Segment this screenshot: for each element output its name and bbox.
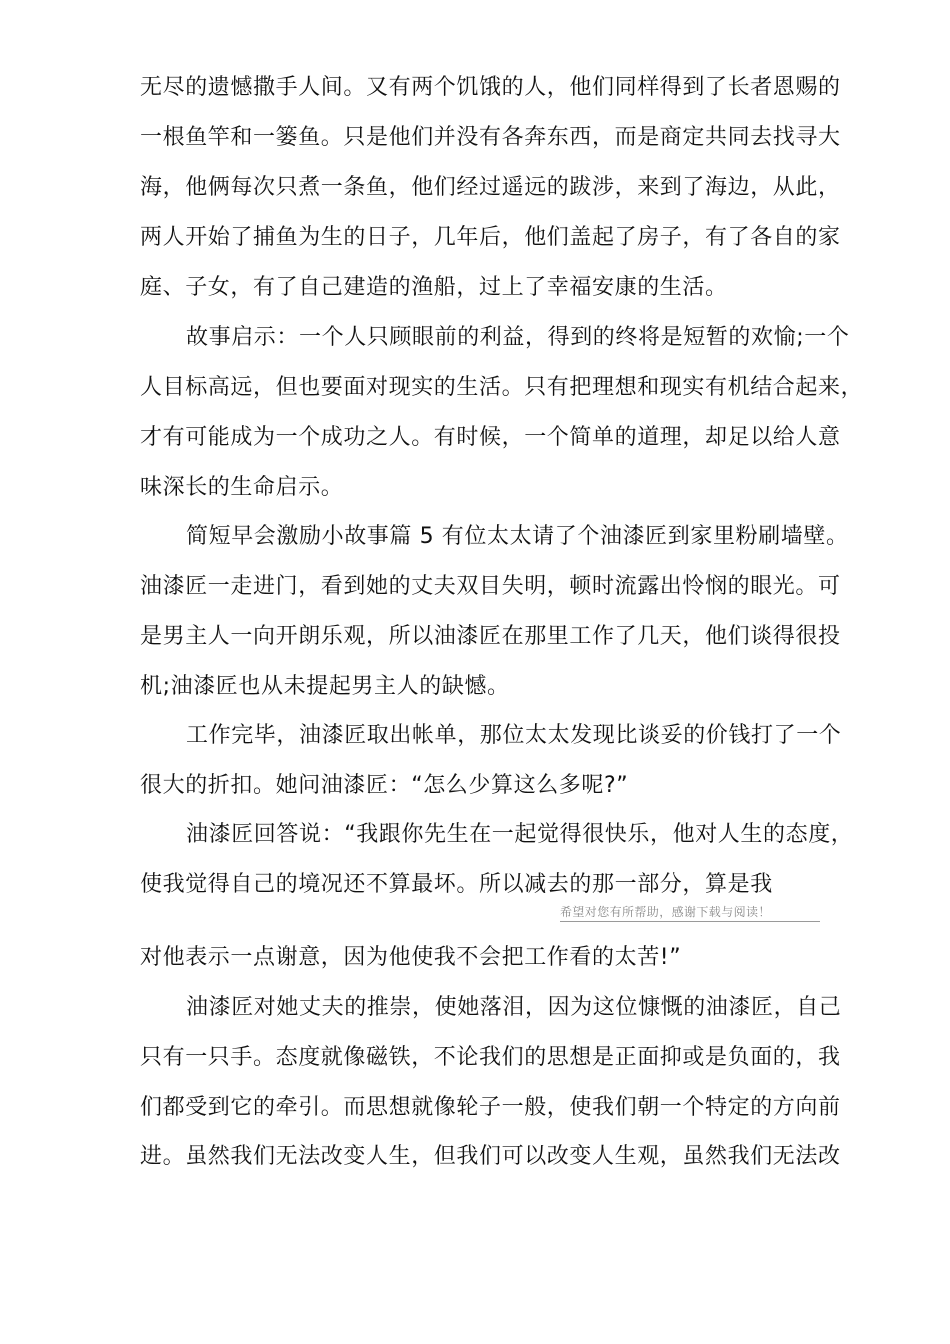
footer-divider xyxy=(560,921,820,922)
text-line: 很大的折扣。她问油漆匠：“怎么少算这么多呢?” xyxy=(140,773,629,798)
paragraph-first-line: 故事启示：一个人只顾眼前的利益，得到的终将是短暂的欢愉;一个 xyxy=(186,325,850,350)
text-line: 只有一只手。态度就像磁铁，不论我们的思想是正面抑或是负面的，我 xyxy=(140,1045,841,1070)
text-line: 对他表示一点谢意，因为他使我不会把工作看的太苦!” xyxy=(140,945,682,970)
text-line: 海，他俩每次只煮一条鱼，他们经过遥远的跋涉，来到了海边，从此， xyxy=(140,175,841,200)
text-line: 一根鱼竿和一篓鱼。只是他们并没有各奔东西，而是商定共同去找寻大 xyxy=(140,125,841,150)
text-line: 庭、子女，有了自己建造的渔船，过上了幸福安康的生活。 xyxy=(140,275,728,300)
text-line: 是男主人一向开朗乐观，所以油漆匠在那里工作了几天，他们谈得很投 xyxy=(140,624,841,649)
paragraph-first-line: 工作完毕，油漆匠取出帐单，那位太太发现比谈妥的价钱打了一个 xyxy=(186,723,842,748)
text-line: 味深长的生命启示。 xyxy=(140,475,344,500)
paragraph-first-line: 简短早会激励小故事篇 5 有位太太请了个油漆匠到家里粉刷墙壁。 xyxy=(186,524,849,549)
text-line: 进。虽然我们无法改变人生，但我们可以改变人生观，虽然我们无法改 xyxy=(140,1144,841,1169)
text-line: 两人开始了捕鱼为生的日子，几年后，他们盖起了房子，有了各自的家 xyxy=(140,225,841,250)
paragraph-first-line: 油漆匠回答说：“我跟你先生在一起觉得很快乐，他对人生的态度， xyxy=(186,822,854,847)
text-line: 油漆匠一走进门，看到她的丈夫双目失明，顿时流露出怜悯的眼光。可 xyxy=(140,574,841,599)
text-line: 才有可能成为一个成功之人。有时候，一个简单的道理，却足以给人意 xyxy=(140,425,841,450)
text-line: 们都受到它的牵引。而思想就像轮子一般，使我们朝一个特定的方向前 xyxy=(140,1095,841,1120)
footer-note: 希望对您有所帮助，感谢下载与阅读！ xyxy=(560,905,771,919)
text-line: 机;油漆匠也从未提起男主人的缺憾。 xyxy=(140,674,510,699)
text-line: 无尽的遗憾撒手人间。又有两个饥饿的人，他们同样得到了长者恩赐的 xyxy=(140,75,841,100)
text-line: 人目标高远，但也要面对现实的生活。只有把理想和现实有机结合起来， xyxy=(140,375,864,400)
text-line: 使我觉得自己的境况还不算最坏。所以减去的那一部分，算是我 xyxy=(140,872,773,897)
paragraph-first-line: 油漆匠对她丈夫的推崇，使她落泪，因为这位慷慨的油漆匠，自己 xyxy=(186,995,842,1020)
